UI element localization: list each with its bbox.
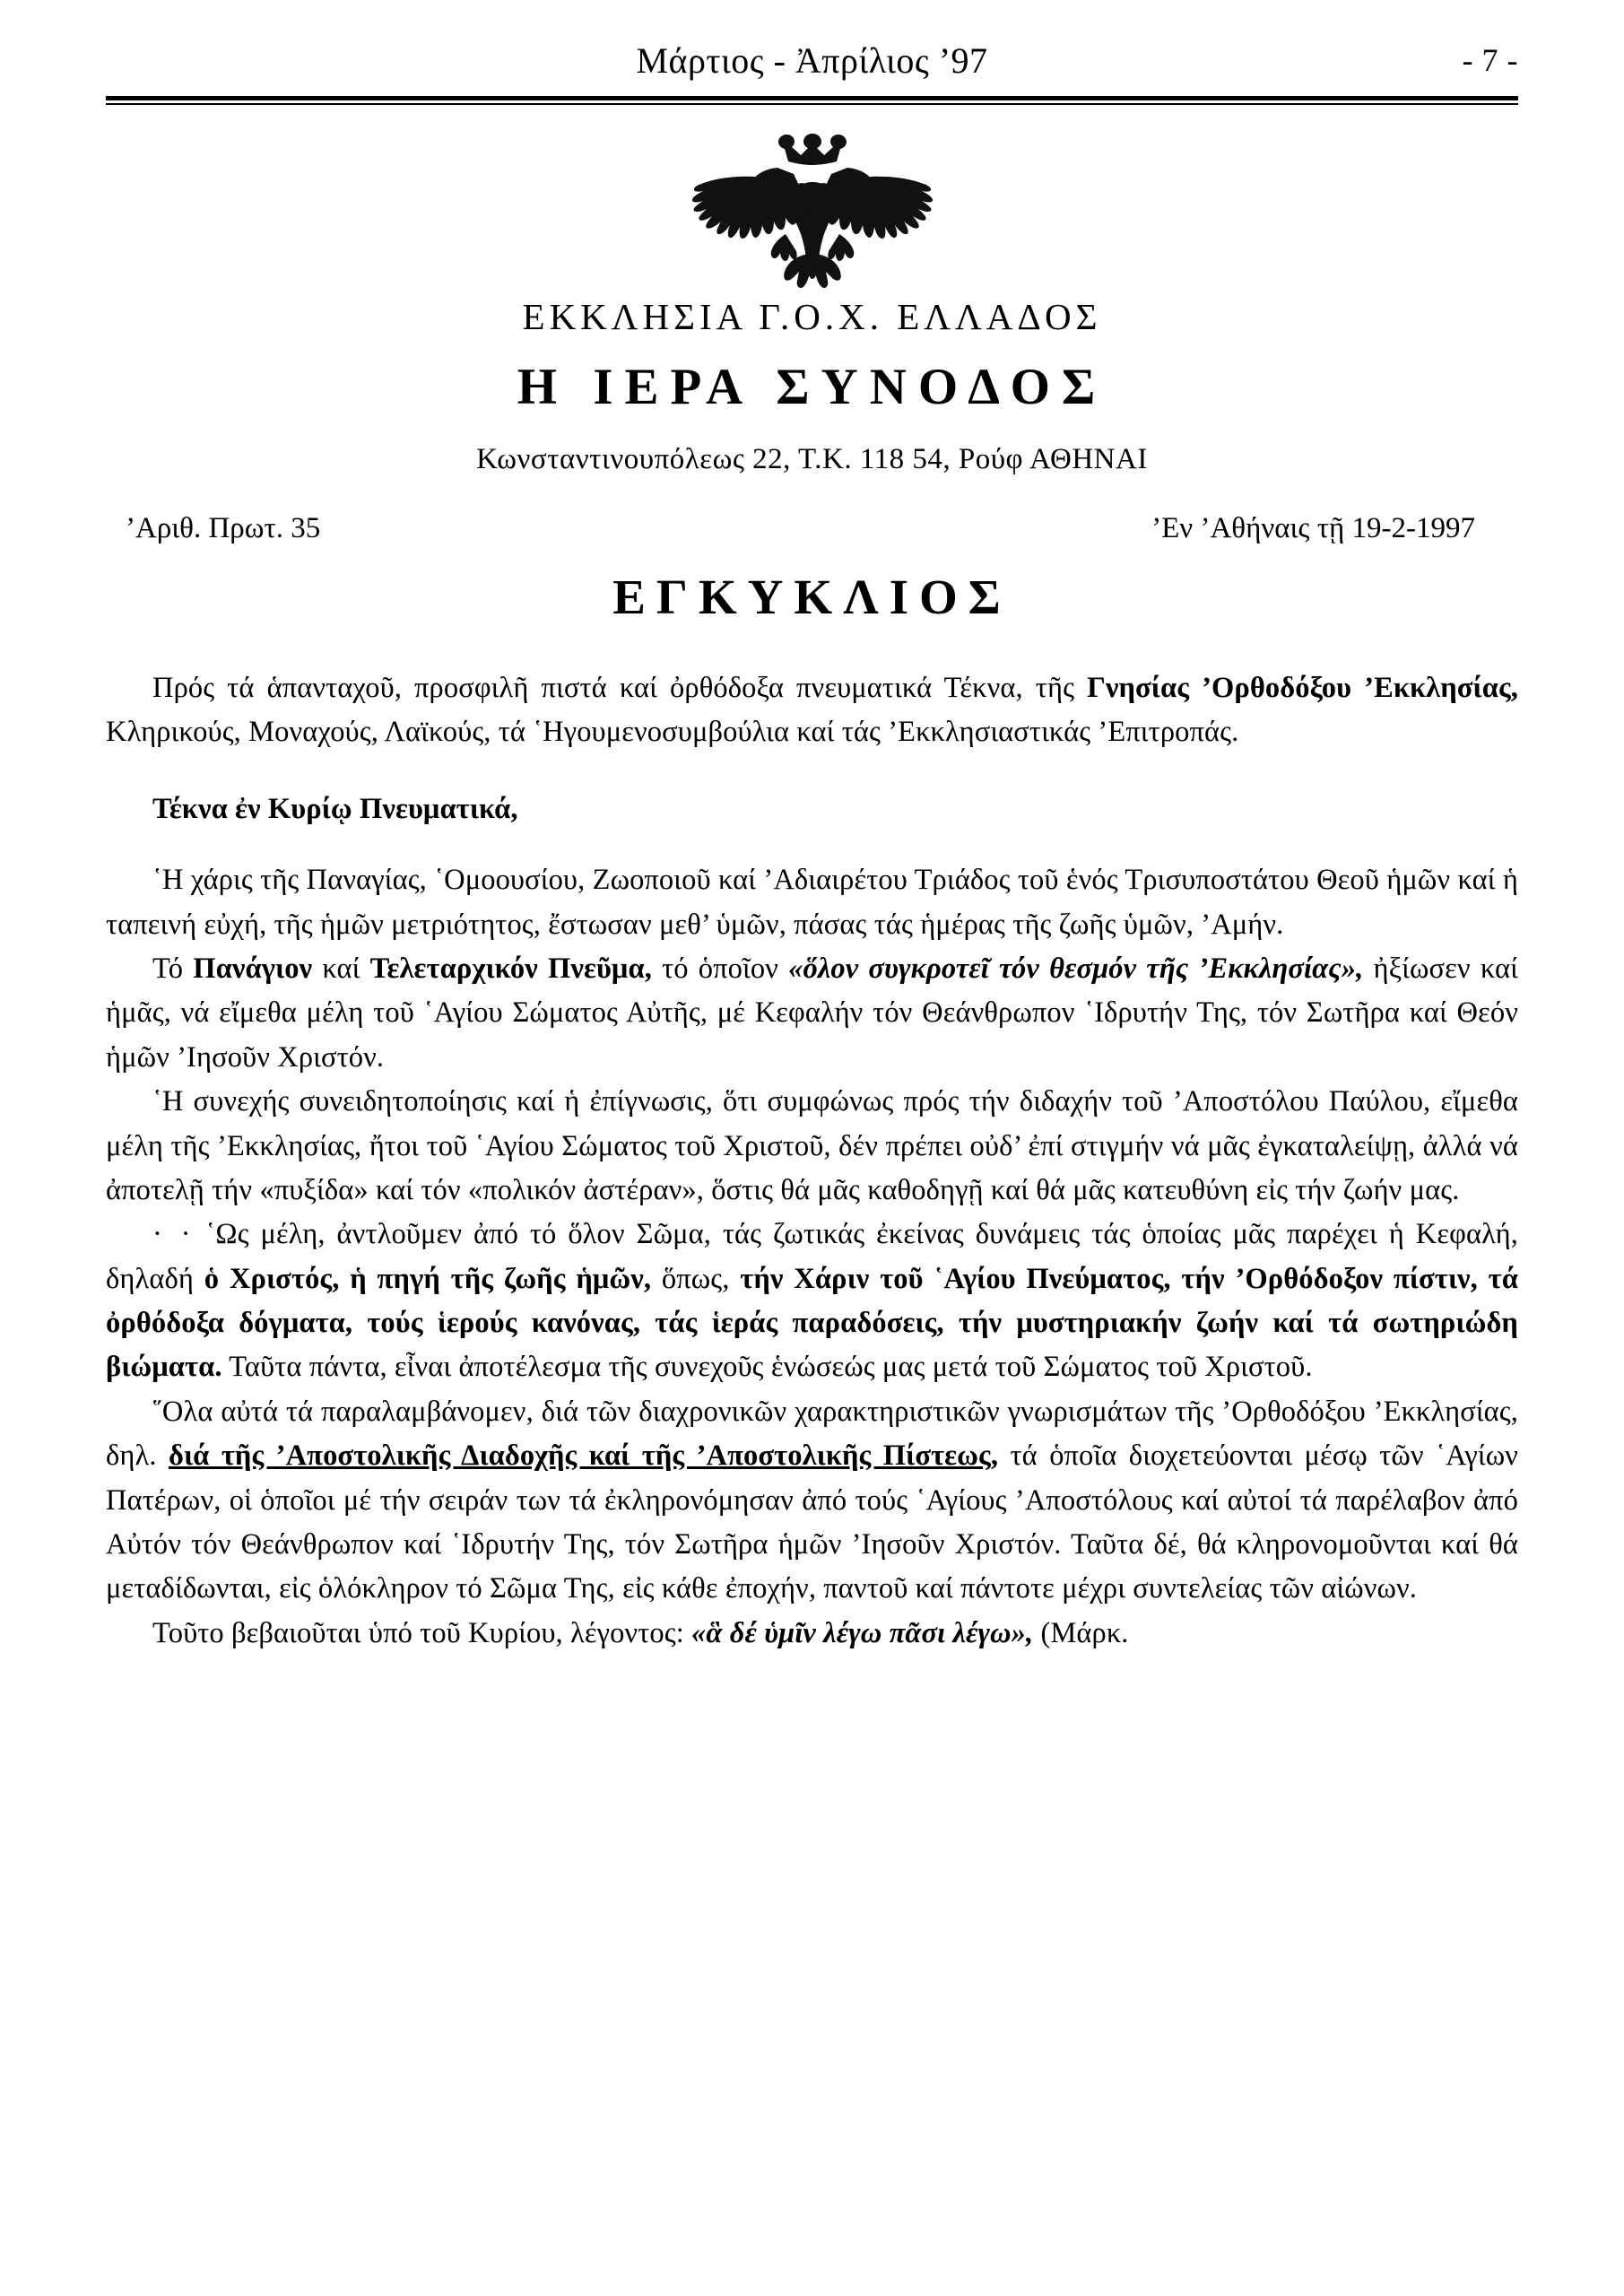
p4-bold-2: τήν Χάριν τοῦ ῾Αγίου Πνεύματος, τήν ’Ορθόδοξον πίστιν, τά ὀρθόδοξα δόγματα, τούς ἱερούς κανόνας, τάς ἱεράς παραδόσεις, τήν μυστηριακήν ζωήν καί τά σωτηριώδη βιώματα. bbox=[106, 1262, 1518, 1384]
p2-bold-2: Τελεταρχικόν Πνεῦμα, bbox=[369, 952, 652, 985]
p5-text-b: τά ὁποῖα διοχετεύονται μέσῳ τῶν ῾Αγίων Πατέρων, οἱ ὁποῖοι μέ τήν σειράν των τά ἐκληρονόμησαν ἀπό τούς ῾Αγίους ’Αποστόλους καί αὐτοί τά παρέλαβον ἀπό Αὐτόν τόν Θεάνθρωπον καί ῾Ιδρυτήν Της, τόν Σωτῆρα ἡμῶν ’Ιησοῦν Χριστόν. Ταῦτα δέ, θά κληρονομοῦνται καί θά μεταδίδωνται, εἰς ὁλόκληρον τό Σῶμα Της, εἰς κάθε ἐποχήν, παντοῦ καί πάντοτε μέχρι συντελείας τῶν αἰώνων. bbox=[106, 1439, 1518, 1605]
addressees-paragraph bbox=[106, 666, 1518, 755]
p4-text-c: ὅπως, bbox=[651, 1262, 741, 1295]
addressees-text-1: Πρός τά ἁπανταχοῦ, προσφιλῆ πιστά καί ὀρθόδοξα πνευματικά Τέκνα, τῆς bbox=[152, 672, 1088, 704]
p2-quote: «ὅλον συγκροτεῖ τόν θεσμόν τῆς ’Εκκλησίας», bbox=[788, 952, 1364, 985]
salutation: Τέκνα ἐν Κυρίῳ Πνευματικά, bbox=[152, 792, 518, 825]
paragraph-6 bbox=[106, 1612, 1518, 1656]
p4-text-a: ῾Ως μέλη, ἀντλοῦμεν ἀπό τό ὅλον Σῶμα, τάς ζωτικάς ἐκείνας δυνάμεις τάς ὁποίας μᾶς παρέχει ἡ Κεφαλή, δηλαδή bbox=[106, 1218, 1518, 1295]
running-head bbox=[106, 39, 1518, 96]
document-body bbox=[106, 666, 1518, 1656]
p6-text-a: Τοῦτο βεβαιοῦται ὑπό τοῦ Κυρίου, λέγοντος: bbox=[152, 1616, 692, 1649]
p2-text-b: καί bbox=[312, 952, 370, 985]
p6-scripture-quote: «ἃ δέ ὑμῖν λέγω πᾶσι λέγω», bbox=[691, 1616, 1034, 1649]
church-name: ΕΚΚΛΗΣΙΑ Γ.Ο.Χ. ΕΛΛΑΔΟΣ bbox=[522, 296, 1102, 337]
protocol-row bbox=[106, 512, 1518, 545]
p4-bold-1: ὁ Χριστός, ἡ πηγή τῆς ζωῆς ἡμῶν, bbox=[204, 1262, 652, 1295]
emblem-container bbox=[106, 128, 1518, 290]
p6-text-b: (Μάρκ. bbox=[1033, 1616, 1129, 1649]
protocol-number: ’Αριθ. Πρωτ. 35 bbox=[126, 512, 321, 544]
double-headed-eagle-emblem bbox=[602, 128, 1023, 290]
p2-text-d: ἠξίωσεν καί ἡμᾶς, νά εἴμεθα μέλη τοῦ ῾Αγίου Σώματος Αὐτῆς, μέ Κεφαλήν τόν Θεάνθρωπον ῾Ιδρυτήν Της, τόν Σωτῆρα καί Θεόν ἡμῶν ’Ιησοῦν Χριστόν. bbox=[106, 952, 1518, 1074]
page-number: - 7 - bbox=[1462, 42, 1518, 78]
paragraph-1: ῾Η χάρις τῆς Παναγίας, ῾Ομοουσίου, Ζωοποιοῦ καί ’Αδιαιρέτου Τριάδος τοῦ ἑνός Τρισυποστάτου Θεοῦ ἡμῶν καί ἡ ταπεινή εὐχή, τῆς ἡμῶν μετριότητος, ἔστωσαν μεθ’ ὑμῶν, πάσας τάς ἡμέρας τῆς ζωῆς ὑμῶν, ’Αμήν. bbox=[106, 864, 1518, 941]
document-title: ΕΓΚΥΚΛΙΟΣ bbox=[612, 570, 1012, 624]
place-and-date: ’Εν ’Αθήναις τῇ 19-2-1997 bbox=[1151, 512, 1475, 544]
p5-text-a: ῞Ολα αὐτά τά παραλαμβάνομεν, διά τῶν διαχρονικῶν χαρακτηριστικῶν γνωρισμάτων τῆς ’Ορθοδόξου ’Εκκλησίας, δηλ. bbox=[106, 1395, 1518, 1473]
p2-bold-1: Πανάγιον bbox=[193, 952, 313, 985]
addressees-text-2: Κληρικούς, Μοναχούς, Λαϊκούς, τά ῾Ηγουμενοσυμβούλια καί τάς ’Εκκλησιαστικάς ’Επιτροπάς. bbox=[106, 716, 1239, 749]
address-line: Κωνσταντινουπόλεως 22, Τ.Κ. 118 54, Ρούφ ΑΘΗΝΑΙ bbox=[476, 443, 1148, 475]
holy-synod-title: Η ΙΕΡΑ ΣΥΝΟΔΟΣ bbox=[517, 359, 1107, 415]
addressees-emphasis: Γνησίας ’Ορθοδόξου ’Εκκλησίας, bbox=[1087, 672, 1518, 704]
p2-text-a: Τό bbox=[152, 952, 194, 985]
paragraph-3: ῾Η συνεχής συνειδητοποίησις καί ἡ ἐπίγνωσις, ὅτι συμφώνως πρός τήν διδαχήν τοῦ ’Αποστόλου Παύλου, εἴμεθα μέλη τῆς ’Εκκλησίας, ἤτοι τοῦ ῾Αγίου Σώματος τοῦ Χριστοῦ, δέν πρέπει οὐδ’ ἐπί στιγμήν νά μᾶς ἐγκαταλείψῃ, ἀλλά νά ἀποτελῇ τήν «πυξίδα» καί τόν «πολικόν ἀστέραν», ὅστις θά μᾶς καθοδηγῇ καί θά μᾶς κατευθύνη εἰς τήν ζωήν μας. bbox=[106, 1085, 1518, 1206]
masthead bbox=[106, 295, 1518, 476]
p2-text-c: τό ὁποῖον bbox=[651, 952, 789, 985]
paragraph-5 bbox=[106, 1390, 1518, 1612]
header-divider bbox=[106, 96, 1518, 105]
paragraph-4 bbox=[106, 1213, 1518, 1390]
paragraph-2 bbox=[106, 947, 1518, 1080]
issue-date: Μάρτιος - Ἀπρίλιος ’97 bbox=[636, 40, 988, 81]
leading-dots: · · bbox=[152, 1218, 195, 1251]
p5-underlined-phrase: διά τῆς ’Αποστολικῆς Διαδοχῆς καί τῆς ’Αποστολικῆς Πίστεως, bbox=[169, 1439, 999, 1473]
p4-text-d: Ταῦτα πάντα, εἶναι ἀποτέλεσμα τῆς συνεχοῦς ἑνώσεώς μας μετά τοῦ Σώματος τοῦ Χριστοῦ. bbox=[221, 1351, 1313, 1384]
